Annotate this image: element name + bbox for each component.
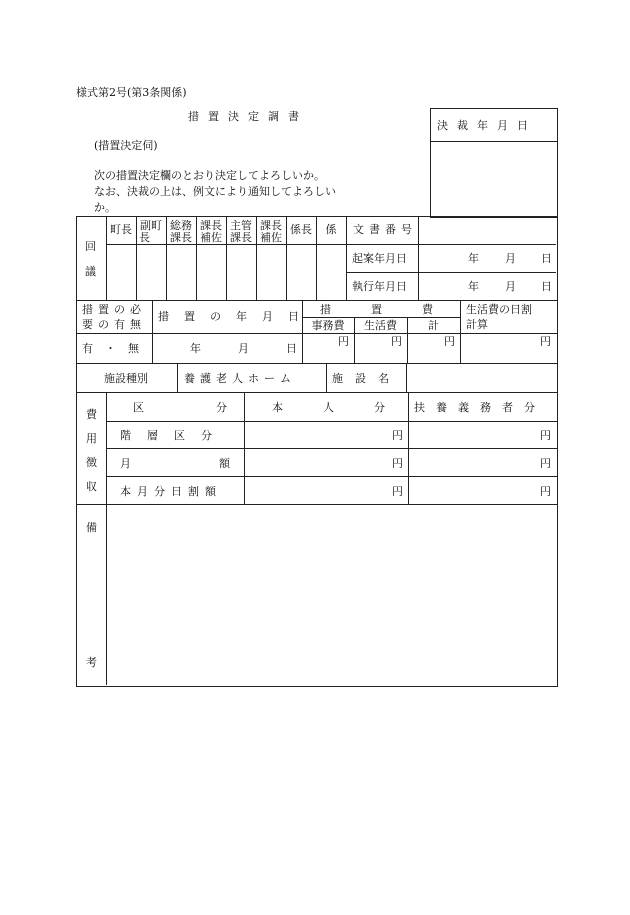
approval-date-label: 決裁年月日 <box>437 119 537 132</box>
cost-living: 生活費 <box>364 319 397 332</box>
fees-bracket-dependent-yen: 円 <box>540 429 551 442</box>
measure-date-label: 措置の年月日 <box>158 310 314 323</box>
role-section-chief: 係長 <box>290 223 312 236</box>
role-deputy-mayor-2: 長 <box>139 231 150 244</box>
necessity-value: 有・無 <box>82 342 151 355</box>
cost-total-yen: 円 <box>444 335 455 348</box>
necessity-label-2: 要の有無 <box>82 318 146 331</box>
facility-type-value: 養護老人ホーム <box>184 372 296 385</box>
role-assistant-2a: 課長 <box>260 219 282 232</box>
role-assistant-1b: 補佐 <box>200 231 222 244</box>
measure-month: 月 <box>238 342 249 355</box>
living-daily-yen: 円 <box>540 335 551 348</box>
cost-label: 措置費 <box>320 303 473 316</box>
remarks-label-top: 備 <box>86 521 97 534</box>
measure-day: 日 <box>286 342 297 355</box>
necessity-label-1: 措置の必 <box>82 303 146 316</box>
fees-header-category: 区分 <box>133 401 299 414</box>
intro-line-2: なお、決裁の上は、例文により通知してよろしい <box>94 185 336 198</box>
draft-month: 月 <box>505 252 516 265</box>
role-main-manager-2: 課長 <box>230 231 252 244</box>
subtitle: (措置決定伺) <box>94 139 158 152</box>
fees-label-3: 徴 <box>86 456 97 469</box>
form-id: 様式第2号(第3条関係) <box>76 86 187 99</box>
fees-monthly-self-yen: 円 <box>392 457 403 470</box>
draft-year: 年 <box>468 252 479 265</box>
cost-total: 計 <box>428 319 439 332</box>
fees-monthly-dependent-yen: 円 <box>540 457 551 470</box>
fees-label-1: 費 <box>86 408 97 421</box>
page-title: 措置決定調書 <box>188 110 308 123</box>
fees-row-bracket: 階層区分 <box>120 429 228 442</box>
role-assistant-1a: 課長 <box>200 219 222 232</box>
measure-year: 年 <box>190 342 201 355</box>
role-deputy-mayor-1: 副町 <box>140 219 162 232</box>
role-general-manager-2: 課長 <box>170 231 192 244</box>
cost-admin: 事務費 <box>311 319 345 332</box>
role-staff: 係 <box>325 223 337 236</box>
doc-number-label: 文書番号 <box>353 223 417 236</box>
facility-name-label: 施設名 <box>332 372 401 385</box>
circulation-label-bottom: 議 <box>85 265 96 278</box>
fees-row-daily: 本月分日割額 <box>120 485 222 498</box>
cost-living-yen: 円 <box>391 335 402 348</box>
role-general-manager-1: 総務 <box>170 219 192 232</box>
facility-type-label: 施設種別 <box>104 372 148 385</box>
role-assistant-2b: 補佐 <box>260 231 282 244</box>
intro-line-1: 次の措置決定欄のとおり決定してよろしいか。 <box>94 169 325 182</box>
exec-month: 月 <box>505 280 516 293</box>
fees-daily-self-yen: 円 <box>392 485 403 498</box>
fees-label-2: 用 <box>86 432 97 445</box>
role-mayor: 町長 <box>110 223 132 236</box>
fees-row-monthly: 月額 <box>120 457 318 470</box>
draft-date-label: 起案年月日 <box>352 252 407 265</box>
fees-daily-dependent-yen: 円 <box>540 485 551 498</box>
cost-admin-yen: 円 <box>338 335 349 348</box>
fees-bracket-self-yen: 円 <box>392 429 403 442</box>
intro-line-3: か。 <box>94 201 116 214</box>
draft-day: 日 <box>541 252 552 265</box>
exec-year: 年 <box>468 280 479 293</box>
exec-date-label: 執行年月日 <box>352 280 407 293</box>
fees-label-4: 収 <box>86 480 97 493</box>
living-daily-label-2: 計算 <box>466 318 488 331</box>
role-main-manager-1: 主管 <box>230 219 252 232</box>
remarks-label-bottom: 考 <box>86 656 97 669</box>
fees-header-dependent: 扶養義務者分 <box>414 401 546 414</box>
main-form <box>76 216 558 687</box>
exec-day: 日 <box>541 280 552 293</box>
circulation-label-top: 回 <box>85 240 96 253</box>
fees-header-self: 本人分 <box>272 401 425 414</box>
living-daily-label-1: 生活費の日割 <box>466 303 532 316</box>
